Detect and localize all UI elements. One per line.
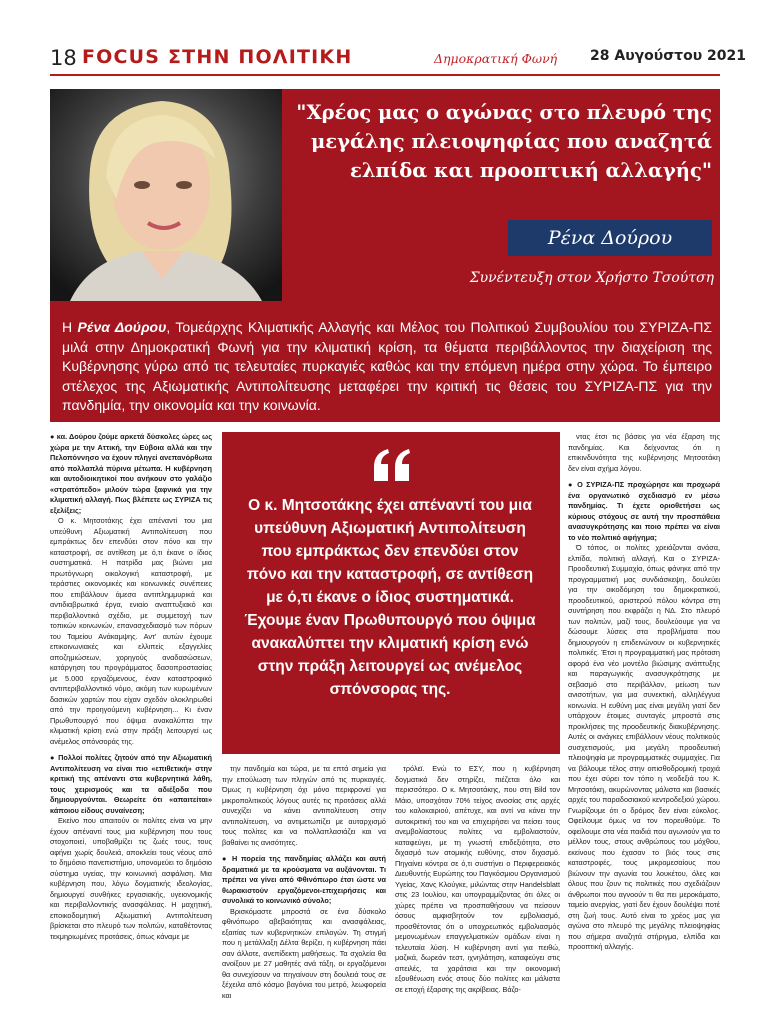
- headline-line: ελπίδα και προοπτική αλλαγής": [350, 159, 712, 182]
- text-column-1: [50, 432, 212, 942]
- answer: τρόλεϊ. Ενώ το ΕΣΥ, που η κυβέρνηση δογματικά δεν στηρίζει, πιέζεται όλο και περισσότερο. Ο κ. Μητσοτάκης, που στη Bild τον Μάιο, υποσχόταν 70% τείχος ανοσίας στις αρχές του καλοκαιριού, απέτυχε, και αντί να κάνει την αυτοκριτική του και να επιχειρήσει να πείσει τους ανεμβολίαστους πολίτες να εμβολιαστούν, καταφεύγει, με τη γνωστή επιδεξιότητα, στο διχασμό των ατομικής ευθύνης, στον διχασμό. Πηγαίνει κόντρα σε ό,τι συστήνει ο Περιφερειακός Διευθυντής Ευρώπης του Παγκόσμιου Οργανισμού Υγείας, Χανς Κλούγκε, μιλώντας στην Handelsblatt στις 23 Ιουλίου, και υπογραμμίζοντας ότι όλες οι χώρες πρέπει να προσπαθήσουν να πείσουν όσους αμφισβητούν τον εμβολιασμό, προσθέτοντας ότι ο υποχρεωτικός εμβολιασμός μεμονωμένων επαγγελματικών ομάδων είναι η τελευταία λύση. Η κυβέρνηση αντί για πειθώ, μαζικά, δωρεάν τεστ, ιχνηλάτηση, καταφεύγει στις απειλές, τα χαράτσια και την οικονομική εξουθένωση ενός στους δύο πολίτες και μάλιστα σε εποχή έξαρσης της ακρίβειας. Βάζο-: [395, 764, 560, 994]
- answer: Ο κ. Μητσοτάκης έχει απέναντί του μια υπεύθυνη Αξιωματική Αντιπολίτευση που εμπράκτως δεν επενδύει στον πόνο και την καταστροφή, σε αντίθεση με ό,τι έκανε ο ίδιος συστηματικά. Η πατρίδα μας βιώνει μια πρωτόγνωρη οικολογική καταστροφή, με τεράστιες οικονομικές και κοινωνικές συνέπειες που επιβάλλουν άμεσα αντιπλημμυρικά και αντιδιαβρωτικά έργα, ενιαίο αναπτυξιακό και περιβαλλοντικό σχέδιο, με συμμετοχή των τοπικών κοινωνιών, επανασχεδιασμό των πόρων του Ταμείου Ανάκαμψης. Αντ' αυτών έχουμε επικοινωνιακές και ελλιπείς εξαγγελίες αποζημιώσεων, χορηγούς αναδασώσεων, κατάργηση του προγράμματος δασοπροστασίας με 5.000 εργαζόμενους, έναν καταστροφικό αντιπεριβαλλοντικό νόμο, ακόμη των κυρωμένων δασικών χαρτών που είχαν σχεδόν ολοκληρωθεί από την προηγούμενη κυβέρνηση... Κι έναν Πρωθυπουργό που όψιμα ανακαλύπτει την κλιματική κρίση ενώ στην πράξη λειτουργεί ως ανέμελος σπόνσοράς της.: [50, 516, 212, 746]
- question: ● Η πορεία της πανδημίας αλλάζει και αυτή δραματικά με τα κρούσματα να αυξάνονται. Τι πρέπει να γίνει από Φθινόπωρο έτσι ώστε να θωρακιστούν εργαζόμενοι-επιχειρήσεις και συνολικά το κοινωνικό σύνολο;: [222, 854, 386, 905]
- pull-quote-text: Ο κ. Μητσοτάκης έχει απέναντί του μια υπεύθυνη Αξιωματική Αντιπολίτευση που εμπράκτως δεν επενδύει στον πόνο και την καταστροφή, σε αντίθεση με ό,τι έκανε ο ίδιος συστηματικά. Έχουμε έναν Πρωθυπουργό που όψιμα ανακαλύπτει την κλιματική κρίση ενώ στην πράξη λειτουργεί ως ανέμελος σπόνσορας της.: [244, 497, 536, 698]
- text-column-3: [395, 764, 560, 995]
- newspaper-name: Δημοκρατική Φωνή: [434, 51, 558, 66]
- lede-prefix: Η: [62, 319, 78, 335]
- interviewee-name-box: [508, 220, 712, 256]
- headline-line: "Χρέος μας ο αγώνας στο πλευρό της: [296, 101, 712, 124]
- text-column-2: [222, 764, 386, 1001]
- quote-marks-icon: [372, 447, 412, 481]
- answer: την πανδημία και τώρα, με τα επτά σημεία για την επούλωση των πληγών από τις πυρκαγιές. Όμως η κυβέρνηση όχι μόνο περιφρονεί για μικροπολιτικούς λόγους αυτές τις προτάσεις αλλά συνεχίζει να κάνει αντιπολίτευση στην αντιπολίτευση, να αντιμετωπίζει με αυταρχισμό τους πολίτες και να πολλαπλασιάζει και να βαθαίνει τις ανισότητες.: [222, 764, 386, 847]
- interviewer-credit: Συνέντευξη στον Χρήστο Τσούτση: [469, 270, 714, 286]
- page-number: 18: [50, 46, 77, 70]
- answer: ντας έτσι τις βάσεις για νέα έξαρση της πανδημίας. Και δείχνοντας ότι η επικινδυνότητα της κυβέρνησης Μητσοτάκη δεν είναι σχήμα λόγου.: [568, 432, 720, 473]
- interviewee-name: Ρένα Δούρου: [547, 227, 673, 249]
- lede-name: Ρένα Δούρου: [77, 319, 167, 335]
- answer: Ό τόπος, οι πολίτες χρειάζονται ανάσα, ελπίδα, πολιτική αλλαγή. Και ο ΣΥΡΙΖΑ-Προοδευτική Συμμαχία, όπως φάνηκε από την προγραμματική μας συνδιάσκεψη, δουλεύει για την οικοδόμηση του δημοκρατικού, προοδευτικού, αριστερού πόλου κόντρα στη συντήρηση που εκφράζει η ΝΔ. Στο πλευρό των πολιτών, μαζί τους, δουλεύουμε για να δώσουμε λύσεις στα προβλήματα που δημιουργούν η επιδεινώνουν οι κυβερνητικές πολιτικές. Έτσι η προγραμματική μας πρόταση αφορά ένα νέο μοντέλο βιώσιμης ανάπτυξης και παραγωγικής ανασυγκρότησης με σεβασμό στο περιβάλλον, μείωση των ανισοτήτων, για μια συνεκτική, αλληλέγγυα κοινωνία. Η ευθύνη μας είναι μεγάλη γιατί δεν υπάρχουν έτοιμες συνταγές μπροστά στις προκλήσεις της προοδευτικής διακυβέρνησης. Αυτές οι ανάγκες επιβάλλουν νέους πολιτικούς συσχετισμούς, μια μεγάλη προοδευτική πλειοψηφία με προγραμματικές συμμαχίες. Για να βάλουμε τέλος στην οπισθοδρομική τροχιά που έχει σύρει τον τόπο η νεοδεξιά του Κ. Μητσοτάκη, ακυρώνοντας μάλιστα και βασικές αρχές του παραδοσιακού κεντροδεξιού χώρου. Γνωρίζουμε ότι ο δρόμος δεν είναι εύκολος. Οφείλουμε όμως να τον πορευθούμε. Το οφείλουμε στα νέα παιδιά που αγωνιούν για το μέλλον τους, στους ανθρώπους του μόχθου, εκείνους που έχασαν το βιός τους στις καταστροφές, τους μικρομεσαίους που βιώνουν την αγωνία του λουκέτου, όλες και όλους που ζουν τις πολιτικές που σχεδιάζουν άνθρωποι που αγνοούν τι θα πει μεροκάματο, ταμείο ανεργίας, γιατί δεν έχουν δουλέψει ποτέ στη ζωή τους. Αυτό είναι το χρέος μας για αγώνα στο πλευρό της μεγάλης πλειοψηφίας που σήμερα αναζητά στήριγμα, ελπίδα και προοπτική αλλαγής.: [568, 543, 720, 951]
- lede-text: , Τομεάρχης Κλιματικής Αλλαγής και Μέλος του Πολιτικού Συμβουλίου του ΣΥΡΙΖΑ-ΠΣ μιλά στην Δημοκρατική Φωνή για την κλιματική κρίση, τα θέματα περιβάλλοντος την διαχείριση της Κυβέρνησης γύρω από τις τελευταίες πυρκαγιές καθώς και την επόμενη ημέρα στην χώρα. Το έμπειρο στέλεχος της Αξιωματικής Αντιπολίτευσης μεταφέρει την κριτική τις θέσεις του ΣΥΡΙΖΑ-ΠΣ για την πανδημία, την οικονομία και την κοινωνία.: [62, 319, 712, 414]
- answer: Εκείνο που απαιτούν οι πολίτες είναι να μην έχουν απέναντί τους μια κυβέρνηση που τους στοχοποιεί, υποβαθμίζει τις ζωές τους, τους αφήνει χωρίς δουλειά, αποκλείει τους νέους από το δημόσιο πανεπιστήμιο, υπονομεύει το δημόσιο σύστημα υγείας, την κοινωνική ασφάλιση. Μια κυβέρνηση που, λόγω δογματικής ιδεολογίας, δημιουργεί συνθήκες εργασιακής, υγειονομικής και περιβαλλοντικής ανασφάλειας. Η μαχητική, εποικοδομητική Αξιωματική Αντιπολίτευση βρίσκεται στο πλευρό των πολιτών, καταθέτοντας τεκμηριωμένες προτάσεις, όπως κάναμε με: [50, 816, 212, 941]
- question: ● Πολλοί πολίτες ζητούν από την Αξιωματική Αντιπολίτευση να είναι πιο «επιθετική» στην κριτική της απέναντι στα κυβερνητικά λάθη, τους χειρισμούς και τα αδιέξοδα που δημιουργούνται. Θεωρείτε ότι «απαιτείται» κάποιου είδους συναίνεση;: [50, 753, 212, 815]
- text-column-4: [568, 432, 720, 953]
- section-title: FOCUS ΣΤΗΝ ΠΟΛΙΤΙΚΗ: [82, 46, 353, 68]
- issue-date: 28 Αυγούστου 2021: [590, 48, 747, 64]
- page-header: [0, 0, 768, 78]
- pull-quote-box: [222, 432, 560, 754]
- header-rule: [50, 74, 720, 76]
- headline: [240, 98, 712, 185]
- headline-line: μεγάλης πλειοψηφίας που αναζητά: [310, 130, 712, 153]
- question: ● κα. Δούρου ζούμε αρκετά δύσκολες ώρες ως χώρα με την Αττική, την Εύβοια αλλά και την Πελοπόννησο να έχουν πληγεί ανεπανόρθωτα από πολλαπλά πύρινα μέτωπα. Η κυβέρνηση και αυτοδιοικητικοί που ανήκουν στο γαλάζιο «στρατόπεδο» μιλούν τώρα ξαφνικά για την κλιματική αλλαγή. Πως βλέπετε ως ΣΥΡΙΖΑ τις εξελίξεις;: [50, 432, 212, 515]
- question: ● Ο ΣΥΡΙΖΑ-ΠΣ προχώρησε και προχωρά ένα οργανωτικό σχεδιασμό εν μέσω πανδημίας. Τι έχετε οριοθετήσει ως κύριους στόχους σε αυτή την προσπάθεια ανασυγκρότησης και ποιο πρέπει να είναι το νέο πολιτικό αφήγημα;: [568, 480, 720, 542]
- lede-paragraph: [62, 318, 712, 416]
- answer: Βρισκόμαστε μπροστά σε ένα δύσκολο φθινόπωρο αβεβαιότητας και ανασφάλειας, εξαιτίας των κυβερνητικών επιλογών. Τη στιγμή που η μετάλλαξη Δέλτα θερίζει, η κυβέρνηση πάει σαν άλλοτε, ανεπίδεκτη μαθήσεως. Τα σχολεία θα ανοίξουν με 27 μαθητές ανά τάξη, οι εργαζόμενοι θα συνεχίσουν να πηγαίνουν στη δουλειά τους σε ξέχειλα από κόσμο βαγόνια του μετρό, λεωφορεία και: [222, 906, 386, 1000]
